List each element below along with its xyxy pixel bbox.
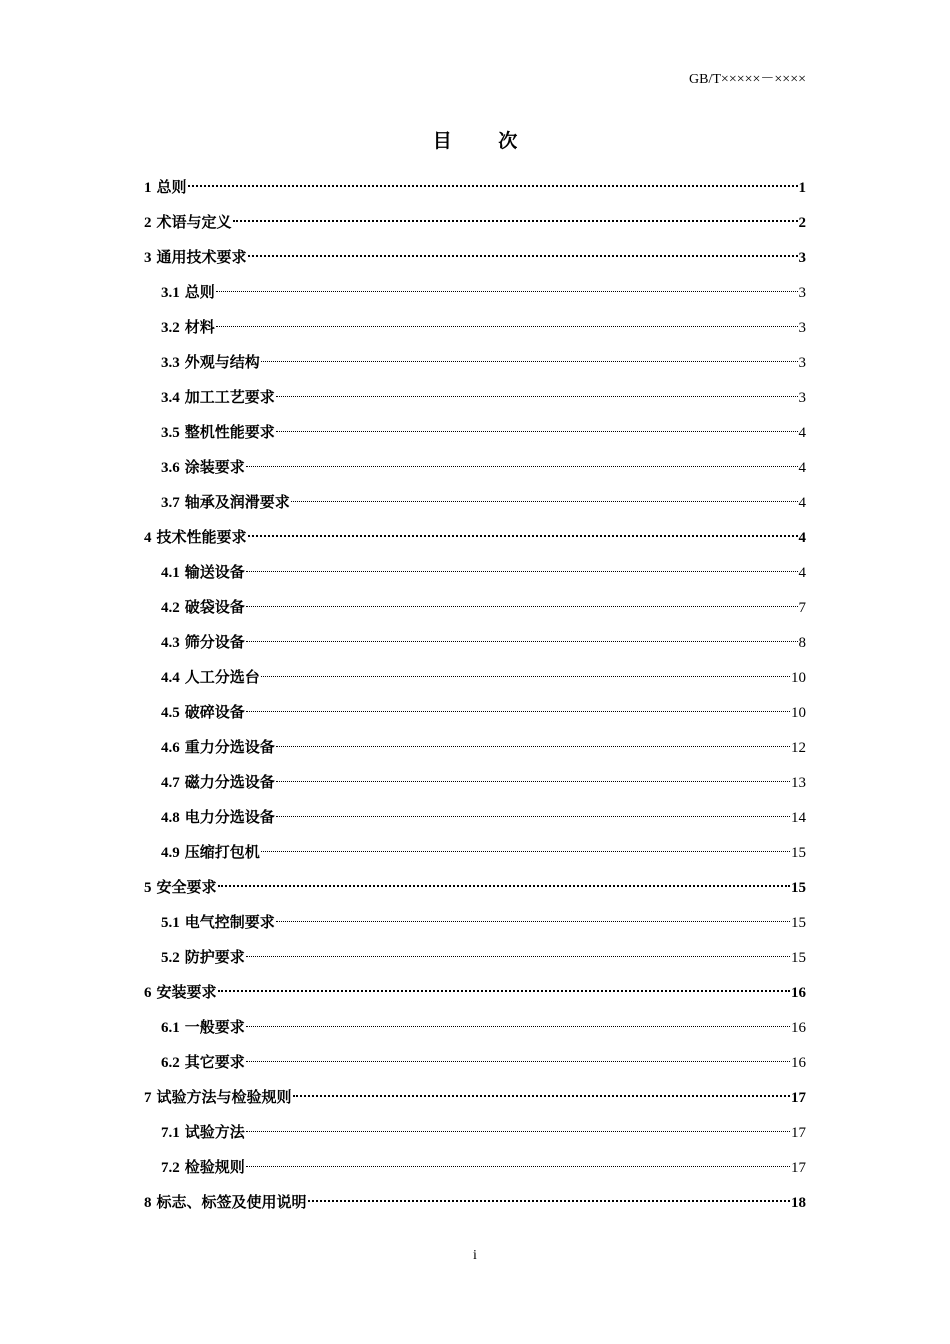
dot-leader — [218, 885, 790, 887]
toc-entry-label: 加工工艺要求 — [184, 388, 275, 406]
toc-entry[interactable] — [144, 1185, 806, 1220]
page-number: i — [473, 1248, 477, 1263]
toc-entry-number: 3.4 — [161, 390, 180, 406]
toc-entry-number: 8 — [144, 1195, 152, 1211]
toc-entry-number: 4 — [144, 530, 152, 546]
toc-entry-label: 技术性能要求 — [156, 528, 247, 546]
toc-entry-number: 7 — [144, 1090, 152, 1106]
toc-entry-number: 4.2 — [161, 600, 180, 616]
dot-leader — [248, 255, 798, 257]
toc-entry-number: 3.5 — [161, 425, 180, 441]
toc-entry-page: 18 — [791, 1195, 806, 1211]
toc-entry-number: 7.1 — [161, 1125, 180, 1141]
toc-entry-label: 输送设备 — [184, 563, 245, 581]
toc-entry-page: 17 — [791, 1160, 806, 1176]
toc-entry-page: 4 — [798, 425, 806, 441]
toc-entry-number: 4.8 — [161, 810, 180, 826]
toc-entry-label: 破碎设备 — [184, 703, 245, 721]
toc-entry-page: 14 — [791, 810, 806, 826]
toc-entry-page: 10 — [791, 705, 806, 721]
dot-leader — [246, 466, 798, 467]
toc-entry[interactable] — [144, 415, 806, 450]
toc-entry-label: 防护要求 — [184, 948, 245, 966]
toc-entry-page: 16 — [791, 1020, 806, 1036]
toc-entry-page: 4 — [798, 530, 806, 546]
dot-leader — [246, 956, 790, 957]
toc-entry-number: 4.9 — [161, 845, 180, 861]
toc-entry-number: 4.5 — [161, 705, 180, 721]
toc-entry[interactable] — [144, 450, 806, 485]
toc-entry-label: 重力分选设备 — [184, 738, 275, 756]
dot-leader — [261, 676, 790, 677]
dot-leader — [218, 990, 790, 992]
dot-leader — [276, 921, 790, 922]
dot-leader — [261, 851, 790, 852]
toc-entry-number: 7.2 — [161, 1160, 180, 1176]
toc-entry-page: 10 — [791, 670, 806, 686]
dot-leader — [246, 711, 790, 712]
toc-entry-label: 涂装要求 — [184, 458, 245, 476]
toc-entry-number: 5 — [144, 880, 152, 896]
toc-entry-label: 人工分选台 — [184, 668, 260, 686]
toc-entry-number: 3.7 — [161, 495, 180, 511]
toc-entry[interactable] — [144, 975, 806, 1010]
toc-entry[interactable] — [144, 870, 806, 905]
toc-entry-number: 5.2 — [161, 950, 180, 966]
toc-entry-number: 4.7 — [161, 775, 180, 791]
standard-code: GB/T×××××－×××× — [689, 72, 806, 87]
toc-entry-label: 通用技术要求 — [156, 248, 247, 266]
toc-entry-label: 磁力分选设备 — [184, 773, 275, 791]
toc-entry-label: 电气控制要求 — [184, 913, 275, 931]
toc-entry-label: 总则 — [156, 178, 187, 196]
toc-entry-label: 材料 — [184, 318, 215, 336]
toc-entry-number: 5.1 — [161, 915, 180, 931]
toc-entry-label: 安装要求 — [156, 983, 217, 1001]
toc-entry-label: 一般要求 — [184, 1018, 245, 1036]
toc-entry-page: 4 — [798, 565, 806, 581]
toc-entry-page: 15 — [791, 950, 806, 966]
dot-leader — [246, 641, 798, 642]
toc-entry[interactable] — [144, 345, 806, 380]
dot-leader — [291, 501, 798, 502]
dot-leader — [246, 1131, 790, 1132]
dot-leader — [246, 606, 798, 607]
toc-entry[interactable] — [144, 660, 806, 695]
toc-entry-number: 3 — [144, 250, 152, 266]
dot-leader — [216, 291, 798, 292]
toc-entry-number: 3.3 — [161, 355, 180, 371]
toc-entry[interactable] — [144, 275, 806, 310]
toc-entry[interactable] — [144, 240, 806, 275]
dot-leader — [248, 535, 798, 537]
toc-entry-page: 15 — [791, 915, 806, 931]
dot-leader — [276, 396, 798, 397]
toc-entry-number: 3.1 — [161, 285, 180, 301]
toc-entry-page: 12 — [791, 740, 806, 756]
toc-entry-number: 1 — [144, 180, 152, 196]
toc-entry[interactable] — [144, 730, 806, 765]
toc-entry-page: 16 — [791, 985, 806, 1001]
toc-entry-label: 术语与定义 — [156, 213, 232, 231]
toc-entry-page: 4 — [798, 495, 806, 511]
toc-entry-page: 15 — [791, 845, 806, 861]
toc-entry-label: 检验规则 — [184, 1158, 245, 1176]
dot-leader — [261, 361, 798, 362]
toc-entry[interactable] — [144, 205, 806, 240]
toc-entry-label: 总则 — [184, 283, 215, 301]
toc-entry-label: 标志、标签及使用说明 — [156, 1193, 307, 1211]
toc-entry-page: 17 — [791, 1090, 806, 1106]
toc-entry-number: 2 — [144, 215, 152, 231]
toc-entry[interactable] — [144, 1080, 806, 1115]
toc-entry-label: 其它要求 — [184, 1053, 245, 1071]
toc-entry-page: 3 — [798, 250, 806, 266]
toc-entry-page: 13 — [791, 775, 806, 791]
toc-entry-page: 4 — [798, 460, 806, 476]
toc-entry[interactable] — [144, 765, 806, 800]
toc-entry[interactable] — [144, 1115, 806, 1150]
toc-entry-label: 外观与结构 — [184, 353, 260, 371]
toc-title: 目 次 — [432, 130, 538, 152]
toc-entry[interactable] — [144, 1045, 806, 1080]
toc-entry-page: 3 — [798, 285, 806, 301]
toc-entry-number: 3.6 — [161, 460, 180, 476]
dot-leader — [246, 571, 798, 572]
toc-entry[interactable] — [144, 170, 806, 205]
toc-entry-label: 筛分设备 — [184, 633, 245, 651]
toc-entry[interactable] — [144, 485, 806, 520]
toc-entry[interactable] — [144, 590, 806, 625]
dot-leader — [293, 1095, 790, 1097]
toc-entry-page: 8 — [798, 635, 806, 651]
toc-entry-page: 17 — [791, 1125, 806, 1141]
toc-entry-label: 电力分选设备 — [184, 808, 275, 826]
toc-entry[interactable] — [144, 905, 806, 940]
dot-leader — [188, 185, 798, 187]
toc-entry[interactable] — [144, 1010, 806, 1045]
toc-entry-label: 整机性能要求 — [184, 423, 275, 441]
dot-leader — [276, 781, 790, 782]
toc-entry-label: 安全要求 — [156, 878, 217, 896]
dot-leader — [246, 1061, 790, 1062]
toc-entry-page: 3 — [798, 320, 806, 336]
toc-entry[interactable] — [144, 695, 806, 730]
toc-entry[interactable] — [144, 380, 806, 415]
toc-entry-page: 3 — [798, 355, 806, 371]
toc-entry-number: 6.1 — [161, 1020, 180, 1036]
toc-entry-label: 破袋设备 — [184, 598, 245, 616]
toc-entry-label: 轴承及润滑要求 — [184, 493, 290, 511]
toc-entry-label: 压缩打包机 — [184, 843, 260, 861]
toc-entry-page: 2 — [798, 215, 806, 231]
toc-entry-number: 3.2 — [161, 320, 180, 336]
toc-entry-number: 4.6 — [161, 740, 180, 756]
toc-entry[interactable] — [144, 520, 806, 555]
toc-entry-number: 4.3 — [161, 635, 180, 651]
toc-entry[interactable] — [144, 555, 806, 590]
toc-entry-number: 4.4 — [161, 670, 180, 686]
toc-entry-number: 4.1 — [161, 565, 180, 581]
toc-entry[interactable] — [144, 625, 806, 660]
dot-leader — [246, 1026, 790, 1027]
toc-entry[interactable] — [144, 1150, 806, 1185]
toc-entry[interactable] — [144, 800, 806, 835]
dot-leader — [276, 431, 798, 432]
toc-entry-label: 试验方法与检验规则 — [156, 1088, 292, 1106]
dot-leader — [216, 326, 798, 327]
dot-leader — [308, 1200, 790, 1202]
toc-entry[interactable] — [144, 310, 806, 345]
dot-leader — [246, 1166, 790, 1167]
dot-leader — [233, 220, 798, 222]
toc-entry[interactable] — [144, 835, 806, 870]
toc-entry[interactable] — [144, 940, 806, 975]
toc-entry-page: 16 — [791, 1055, 806, 1071]
toc-entry-page: 7 — [798, 600, 806, 616]
dot-leader — [276, 746, 790, 747]
toc-entry-number: 6 — [144, 985, 152, 1001]
toc-entry-label: 试验方法 — [184, 1123, 245, 1141]
toc-entry-page: 15 — [791, 880, 806, 896]
table-of-contents — [144, 170, 806, 1220]
dot-leader — [276, 816, 790, 817]
toc-entry-page: 1 — [798, 180, 806, 196]
toc-entry-page: 3 — [798, 390, 806, 406]
toc-entry-number: 6.2 — [161, 1055, 180, 1071]
